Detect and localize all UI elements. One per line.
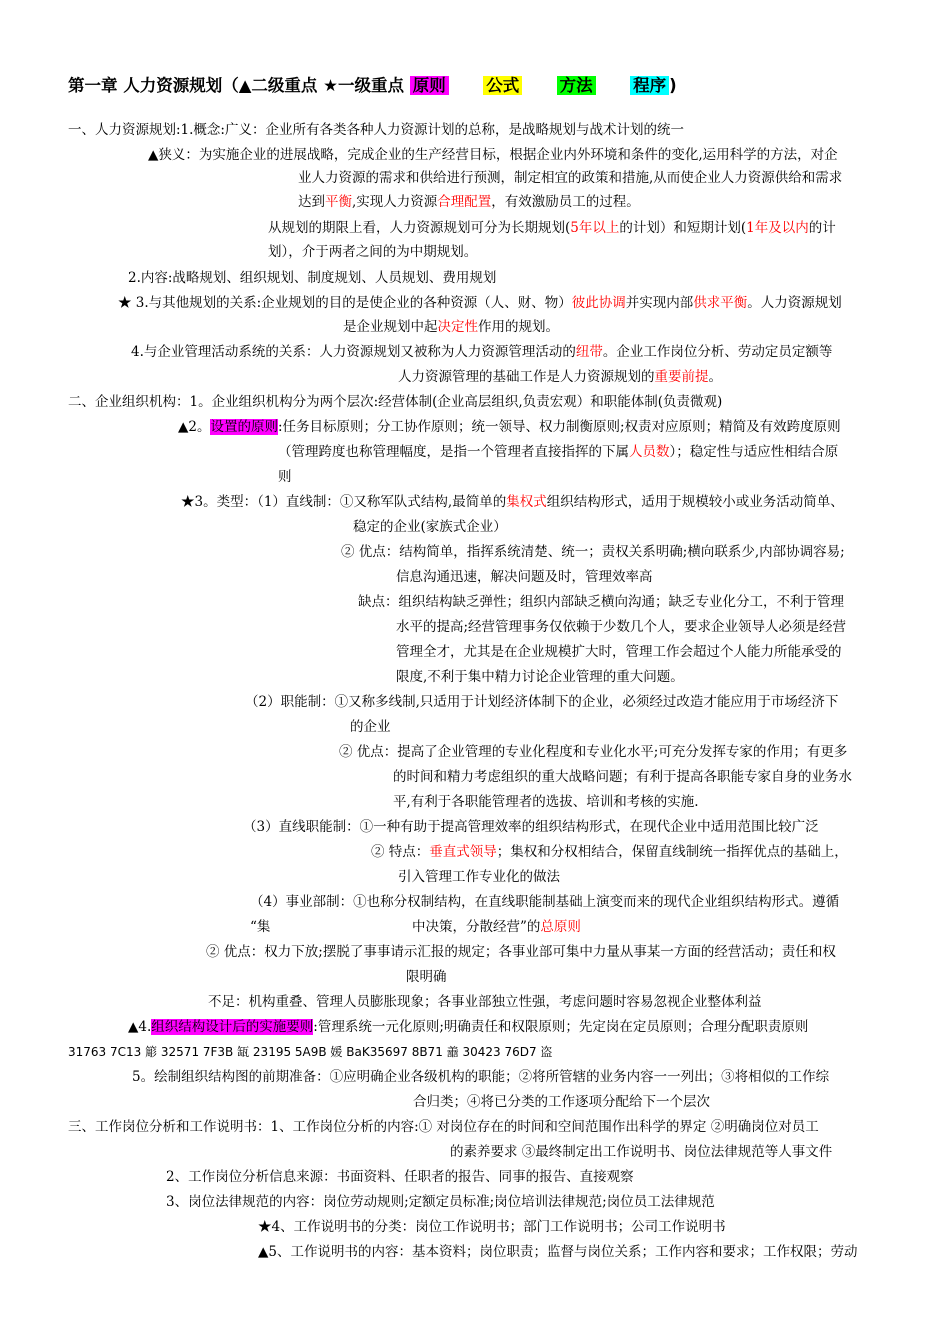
text-line: 5。绘制组织结构图的前期准备：①应明确企业各级机构的职能；②将所管辖的业务内容一一列出；③将相似的工作综 — [132, 1069, 830, 1085]
text-line: 从规划的期限上看，人力资源规划可分为长期规划(5年以上的计划）和短期计划(1年及以内的计 — [268, 220, 836, 236]
text-line: ★ 3.与其他规划的关系:企业规划的目的是使企业的各种资源（人、财、物）彼此协调并实现内部供求平衡。人力资源规划 — [118, 295, 842, 311]
text-line: ▲4.组织结构设计后的实施要则:管理系统一元化原则;明确责任和权限原则；先定岗在定员原则；合理分配职责原则 — [128, 1019, 809, 1035]
text-line: （3）直线职能制：①一种有助于提高管理效率的组织结构形式，在现代企业中适用范围比较广泛 — [243, 819, 819, 835]
text-line: 限明确 — [406, 969, 447, 985]
tag-method: 方法 — [557, 76, 596, 95]
tag-procedure: 程序 — [630, 76, 669, 95]
text-line: ▲2。设置的原则:任务目标原则；分工协作原则；统一领导、权力制衡原则;权责对应原则；精简及有效跨度原则 — [178, 419, 841, 435]
text-line: 稳定的企业(家族式企业） — [353, 519, 507, 535]
text-line: 平,有利于各职能管理者的选拔、培训和考核的实施. — [393, 794, 699, 810]
chapter-title — [68, 74, 677, 98]
text-line: 划），介于两者之间的为中期规划。 — [268, 244, 478, 260]
text-line: 31763 7C13 簓 32571 7F3B 缻 23195 5A9B 媛 BaK35697 8B71 譱 30423 76D7 盗 — [68, 1045, 553, 1059]
title-close: ) — [669, 76, 677, 95]
text-line: 不足：机构重叠、管理人员膨胀现象；各事业部独立性强，考虑问题时容易忽视企业整体利益 — [208, 994, 762, 1010]
text-line: 信息沟通迅速，解决问题及时，管理效率高 — [396, 569, 653, 585]
text-line: ★3。类型：（1）直线制：①又称军队式结构,最简单的集权式组织结构形式，适用于规模较小或业务活动简单、 — [181, 494, 844, 510]
text-line: 限度,不利于集中精力讨论企业管理的重大问题。 — [396, 669, 684, 685]
text-line: （2）职能制：①又称多线制,只适用于计划经济体制下的企业，必须经过改造才能应用于市场经济下 — [245, 694, 839, 710]
text-line: 的素养要求 ③最终制定出工作说明书、岗位法律规范等人事文件 — [450, 1144, 833, 1160]
text-line: ② 优点：结构简单，指挥系统清楚、统一；责权关系明确;横向联系少,内部协调容易; — [341, 544, 845, 560]
text-line: 4.与企业管理活动系统的关系：人力资源规划又被称为人力资源管理活动的纽带。企业工作岗位分析、劳动定员定额等 — [131, 344, 833, 360]
text-line: 的时间和精力考虑组织的重大战略问题；有利于提高各职能专家自身的业务水 — [393, 769, 852, 785]
text-line: 业人力资源的需求和供给进行预测，制定相宜的政策和措施,从而使企业人力资源供给和需求 — [298, 170, 843, 186]
text-line: 2、工作岗位分析信息来源：书面资料、任职者的报告、同事的报告、直接观察 — [166, 1169, 634, 1185]
text-line: 的企业 — [350, 719, 391, 735]
text-line: 缺点：组织结构缺乏弹性；组织内部缺乏横向沟通；缺乏专业化分工，不利于管理 — [358, 594, 844, 610]
text-line: 二、企业组织机构：1。企业组织机构分为两个层次:经营体制(企业高层组织,负责宏观）和职能体制(负责微观) — [68, 394, 723, 410]
text-line: ② 优点：提高了企业管理的专业化程度和专业化水平;可充分发挥专家的作用；有更多 — [339, 744, 848, 760]
text-line: 中决策，分散经营”的总原则 — [412, 919, 581, 935]
text-line: （管理跨度也称管理幅度，是指一个管理者直接指挥的下属人员数）；稳定性与适应性相结合原 — [278, 444, 839, 460]
text-line: “集 — [250, 919, 271, 935]
text-line: （4）事业部制：①也称分权制结构，在直线职能制基础上演变而来的现代企业组织结构形式。遵循 — [250, 894, 840, 910]
text-line: ② 特点：垂直式领导；集权和分权相结合，保留直线制统一指挥优点的基础上， — [371, 844, 848, 860]
text-line: ▲狭义：为实施企业的进展战略，完成企业的生产经营目标，根据企业内外环境和条件的变化,运用科学的方法，对企 — [148, 147, 838, 163]
text-line: ▲5、工作说明书的内容：基本资料；岗位职责；监督与岗位关系；工作内容和要求；工作权限；劳动 — [258, 1244, 858, 1260]
text-line: ② 优点：权力下放;摆脱了事事请示汇报的规定；各事业部可集中力量从事某一方面的经营活动；责任和权 — [206, 944, 836, 960]
text-line: 管理全才，尤其是在企业规模扩大时，管理工作会超过个人能力所能承受的 — [396, 644, 842, 660]
chapter-title-text: 第一章 人力资源规划（▲二级重点 ★一级重点 — [68, 76, 410, 95]
text-line: 水平的提高;经营管理事务仅依赖于少数几个人，要求企业领导人必须是经营 — [396, 619, 847, 635]
text-line: 是企业规划中起决定性作用的规划。 — [343, 319, 559, 335]
text-line: 一、人力资源规划:1.概念:广义：企业所有各类各种人力资源计划的总称，是战略规划与战术计划的统一 — [68, 122, 684, 138]
text-line: 2.内容:战略规划、组织规划、制度规划、人员规划、费用规划 — [128, 270, 497, 286]
text-line: 人力资源管理的基础工作是人力资源规划的重要前提。 — [398, 369, 722, 385]
text-line: 合归类；④将已分类的工作逐项分配给下一个层次 — [413, 1094, 710, 1110]
text-line: 引入管理工作专业化的做法 — [398, 869, 560, 885]
text-line: 达到平衡,实现人力资源合理配置，有效激励员工的过程。 — [298, 194, 640, 210]
text-line: 则 — [278, 469, 292, 485]
text-line: 3、岗位法律规范的内容：岗位劳动规则;定额定员标准;岗位培训法律规范;岗位员工法律规范 — [166, 1194, 715, 1210]
text-line: ★4、工作说明书的分类：岗位工作说明书；部门工作说明书；公司工作说明书 — [258, 1219, 726, 1235]
text-line: 三、工作岗位分析和工作说明书：1、工作岗位分析的内容:① 对岗位存在的时间和空间范围作出科学的界定 ②明确岗位对员工 — [68, 1119, 819, 1135]
tag-formula: 公式 — [483, 76, 522, 95]
tag-principle: 原则 — [410, 76, 449, 95]
